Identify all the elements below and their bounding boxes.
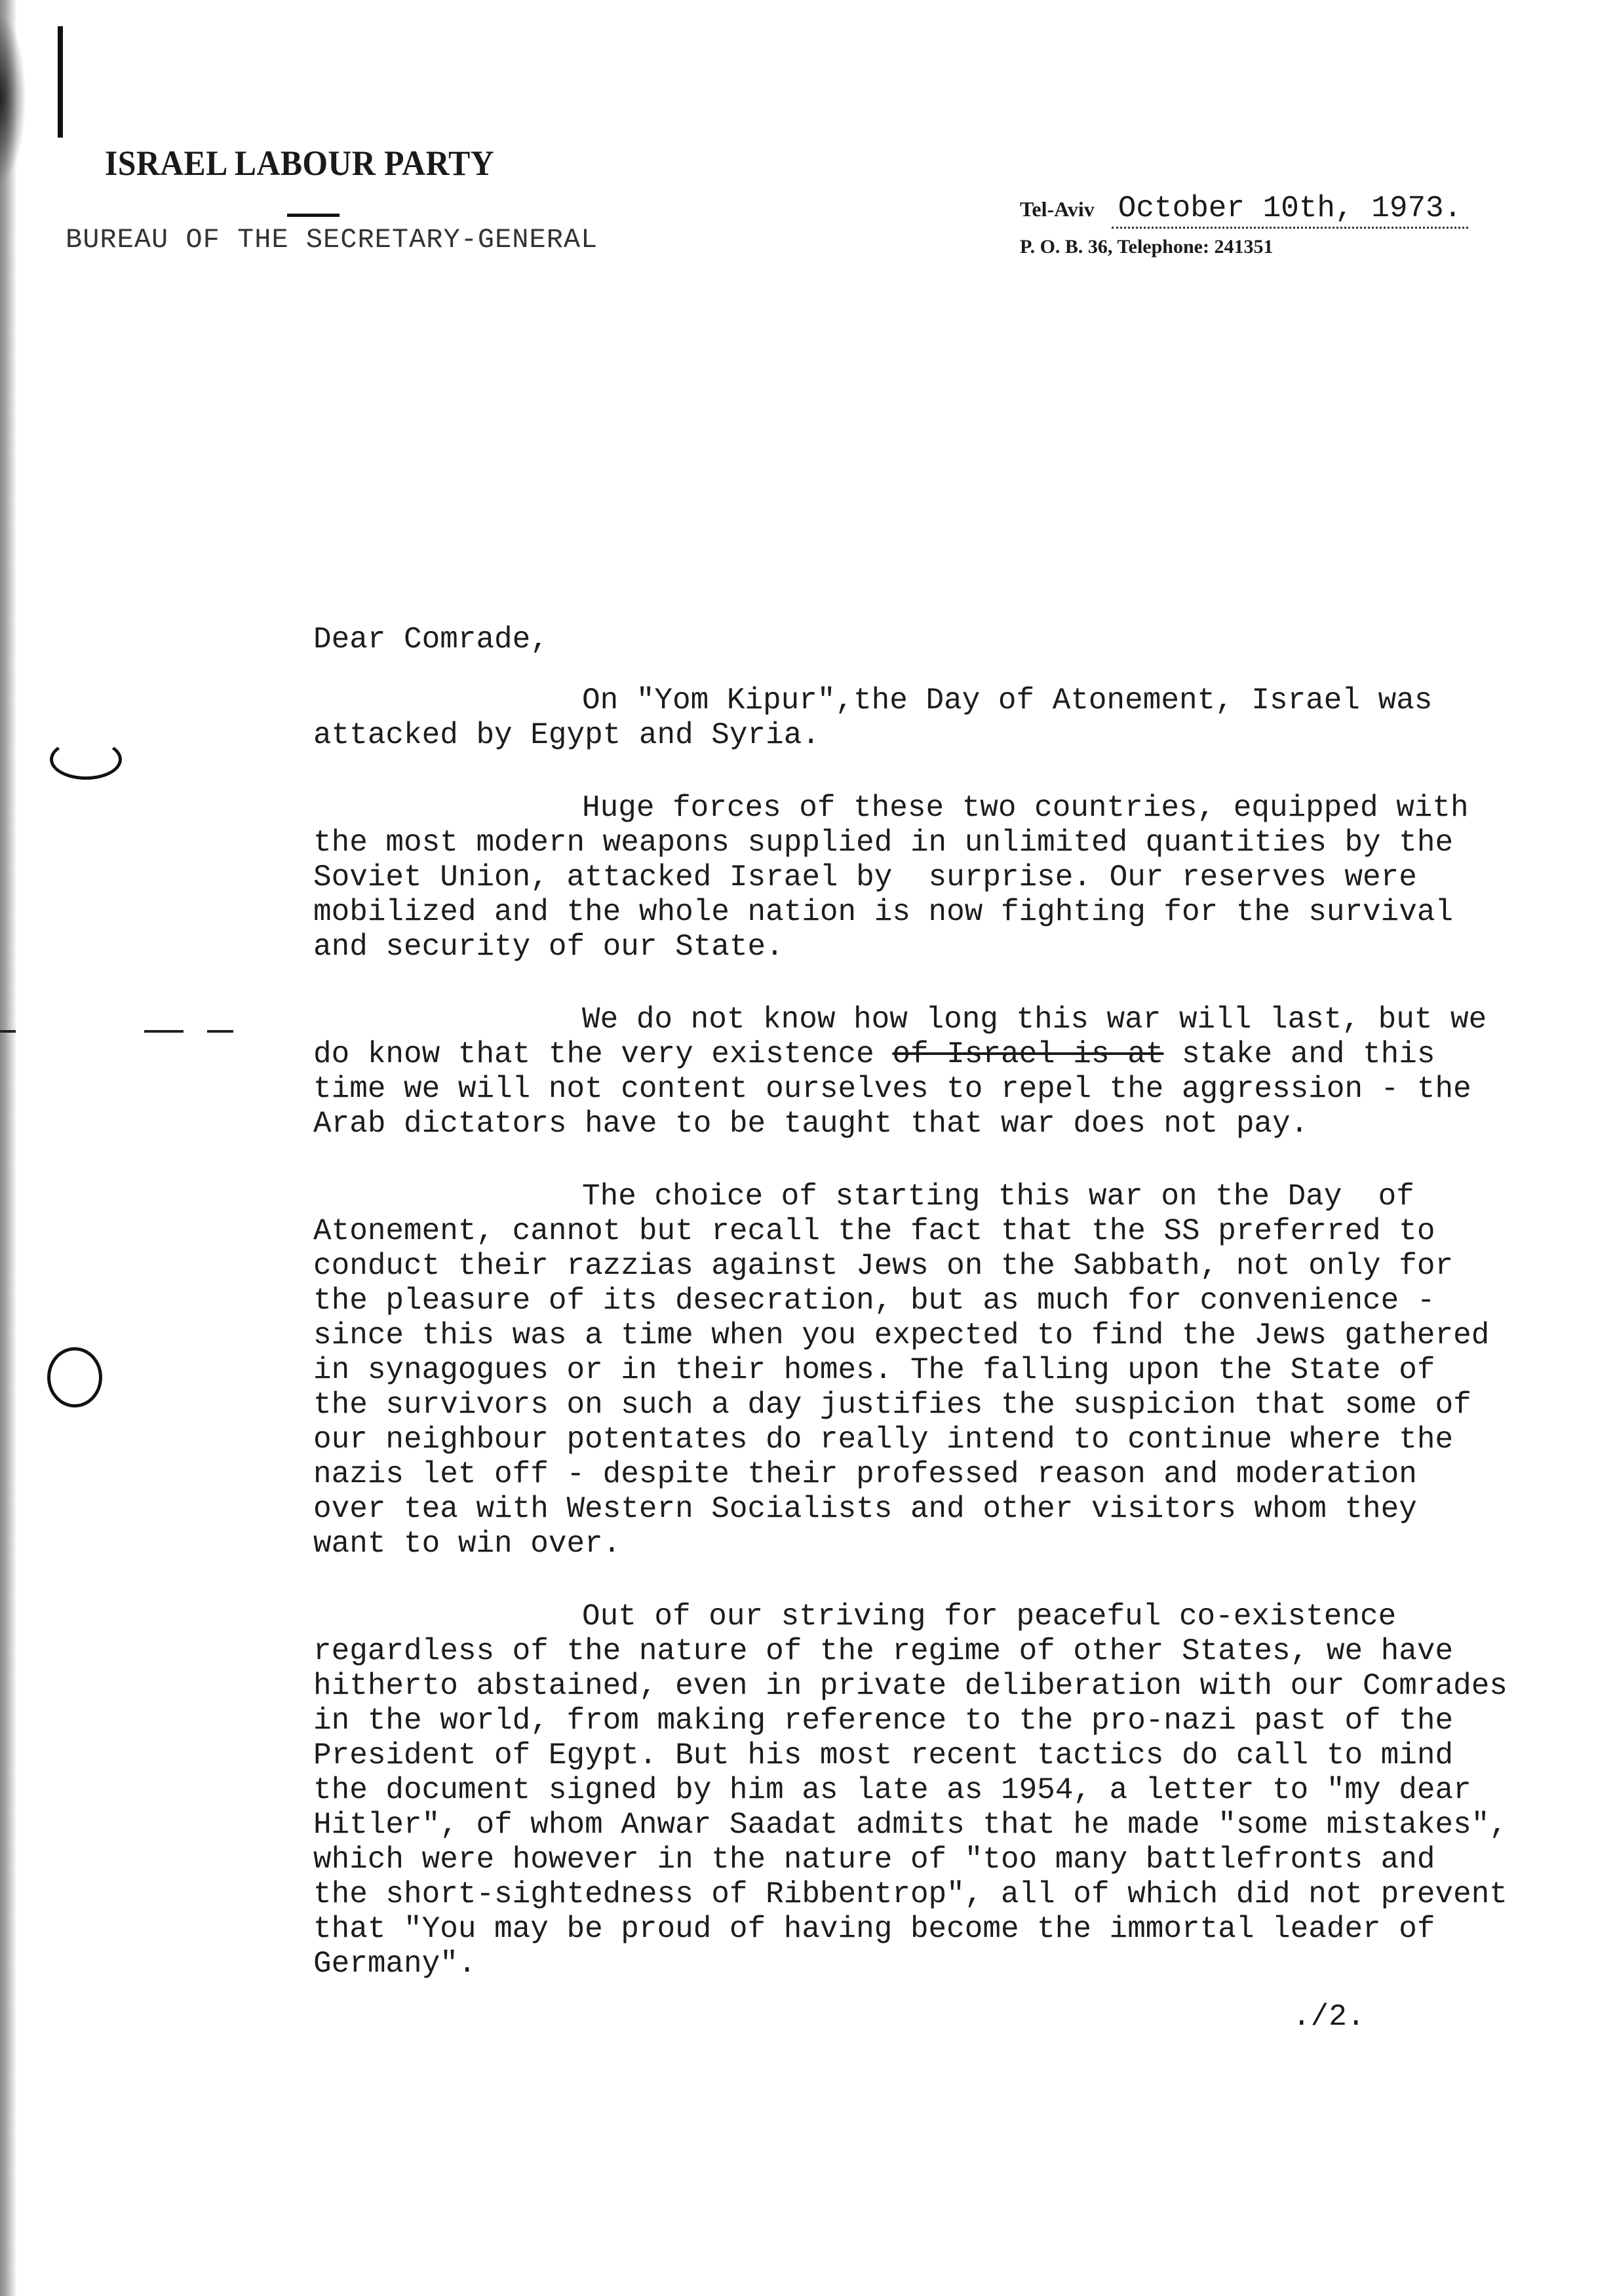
letter-body [313, 622, 1591, 2019]
salutation: Dear Comrade, [313, 622, 549, 657]
text-line: the survivors on such a day justifies the suspicion that some of [313, 1388, 1471, 1422]
punch-hole-mark-icon [50, 739, 122, 780]
bureau-name: BUREAU OF THE SECRETARY-GENERAL [66, 224, 598, 256]
text-line: We do not know how long this war will last, but we [582, 1003, 1487, 1037]
party-name: ISRAEL LABOUR PARTY [105, 144, 495, 183]
margin-tick-mark [58, 26, 63, 138]
punch-hole-mark-icon [47, 1347, 102, 1407]
text-line: Atonement, cannot but recall the fact that the SS preferred to [313, 1214, 1435, 1248]
letterhead-rule [287, 214, 340, 217]
text-line: that "You may be proud of having become the immortal leader of [313, 1912, 1435, 1946]
text-line: regardless of the nature of the regime of other States, we have [313, 1634, 1454, 1668]
place-date-line [1020, 191, 1468, 229]
text-segment: do know that the very existence [313, 1037, 893, 1071]
text-line: the document signed by him as late as 1954, a letter to "my dear [313, 1773, 1471, 1807]
text-line: want to win over. [313, 1527, 621, 1561]
margin-fold-mark [207, 1030, 233, 1033]
paragraph-4 [313, 1179, 1591, 1561]
text-line: time we will not content ourselves to repel the aggression - the [313, 1072, 1471, 1106]
scan-edge-blot [0, 13, 26, 183]
text-line: conduct their razzias against Jews on the Sabbath, not only for [313, 1249, 1454, 1283]
letter-date: October 10th, 1973. [1112, 191, 1469, 229]
text-line: nazis let off - despite their professed reason and moderation [313, 1457, 1417, 1491]
struck-text: of Israel is at [892, 1037, 1164, 1071]
text-line: in synagogues or in their homes. The falling upon the State of [313, 1353, 1435, 1387]
text-line: The choice of starting this war on the Day of [582, 1179, 1414, 1214]
text-line: President of Egypt. But his most recent tactics do call to mind [313, 1738, 1454, 1772]
text-line: Soviet Union, attacked Israel by surprise. Our reserves were [313, 860, 1417, 894]
text-line: mobilized and the whole nation is now fighting for the survival [313, 895, 1454, 929]
margin-fold-mark [0, 1030, 16, 1033]
margin-fold-mark [144, 1030, 184, 1033]
text-line: Hitler", of whom Anwar Saadat admits that he made "some mistakes", [313, 1808, 1508, 1842]
text-line: Arab dictators have to be taught that war does not pay. [313, 1107, 1309, 1141]
text-line: On "Yom Kipur",the Day of Atonement, Israel was [582, 683, 1433, 718]
text-line: in the world, from making reference to the pro-nazi past of the [313, 1704, 1454, 1738]
text-line: over tea with Western Socialists and other visitors whom they [313, 1492, 1417, 1526]
paragraph-2 [313, 791, 1591, 965]
text-line: hitherto abstained, even in private deliberation with our Comrades [313, 1669, 1508, 1703]
paragraph-1 [313, 683, 1591, 753]
text-line: Out of our striving for peaceful co-existence [582, 1599, 1397, 1634]
text-line: since this was a time when you expected to find the Jews gathered [313, 1318, 1490, 1352]
text-line: the most modern weapons supplied in unlimited quantities by the [313, 826, 1454, 860]
text-segment: stake and this [1163, 1037, 1435, 1071]
text-line: our neighbour potentates do really intend to continue where the [313, 1423, 1454, 1457]
text-line: Germany". [313, 1947, 477, 1981]
text-line: attacked by Egypt and Syria. [313, 718, 820, 752]
paragraph-3 [313, 1003, 1591, 1141]
text-line: which were however in the nature of "too many battlefronts and [313, 1843, 1435, 1877]
postal-telephone: P. O. B. 36, Telephone: 241351 [1020, 236, 1274, 258]
paragraph-5 [313, 1599, 1591, 1981]
text-line [313, 1037, 1591, 1072]
text-line: the short-sightedness of Ribbentrop", all of which did not prevent [313, 1877, 1508, 1911]
page-continuation: ./2. [1293, 2000, 1365, 2034]
city-label: Tel-Aviv [1020, 197, 1095, 221]
text-line: the pleasure of its desecration, but as much for convenience - [313, 1284, 1435, 1318]
scan-edge-shadow [0, 0, 17, 2296]
text-line: and security of our State. [313, 930, 784, 964]
text-line: Huge forces of these two countries, equipped with [582, 791, 1469, 825]
